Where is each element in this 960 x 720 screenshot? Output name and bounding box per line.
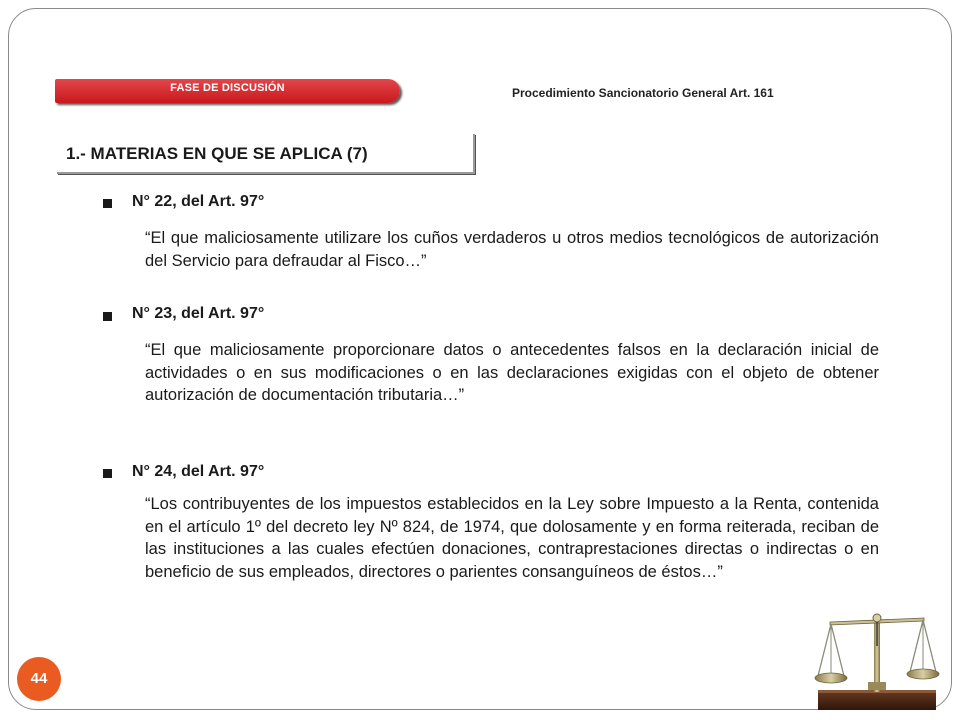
- phase-tag-label: FASE DE DISCUSIÓN: [170, 82, 285, 94]
- item-quote: “El que maliciosamente utilizare los cuños verdaderos u otros medios tecnológicos de autorización del Servicio para defraudar al Fisco…”: [145, 229, 879, 270]
- item-heading: N° 22, del Art. 97°: [132, 193, 265, 210]
- bullet-icon: [103, 469, 112, 478]
- page-number-badge: 44: [17, 657, 61, 701]
- section-title-box: [57, 134, 475, 174]
- phase-tag: [55, 79, 400, 103]
- item-heading: N° 23, del Art. 97°: [132, 305, 265, 322]
- balance-scale-icon: [800, 606, 940, 710]
- section-title: 1.- MATERIAS EN QUE SE APLICA (7): [66, 144, 368, 163]
- item-quote: “Los contribuyentes de los impuestos establecidos en la Ley sobre Impuesto a la Renta, contenida en el artículo 1º del decreto ley Nº 824, de 1974, que dolosamente y en forma reiterada, reciban de las instituciones a las cuales efectúen donaciones, contraprestaciones directas o indirectas o en beneficio de sus empleados, directores o parientes consanguíneos de éstos…”: [145, 495, 879, 581]
- bullet-icon: [103, 199, 112, 208]
- bullet-icon: [103, 312, 112, 321]
- item-quote: “El que maliciosamente proporcionare datos o antecedentes falsos en la declaración inicial de actividades o en sus modificaciones o en las declaraciones exigidas con el objeto de obtener autorización de documentación tributaria…”: [145, 341, 879, 404]
- procedure-title: Procedimiento Sancionatorio General Art. 161: [512, 86, 774, 100]
- item-heading: N° 24, del Art. 97°: [132, 463, 265, 480]
